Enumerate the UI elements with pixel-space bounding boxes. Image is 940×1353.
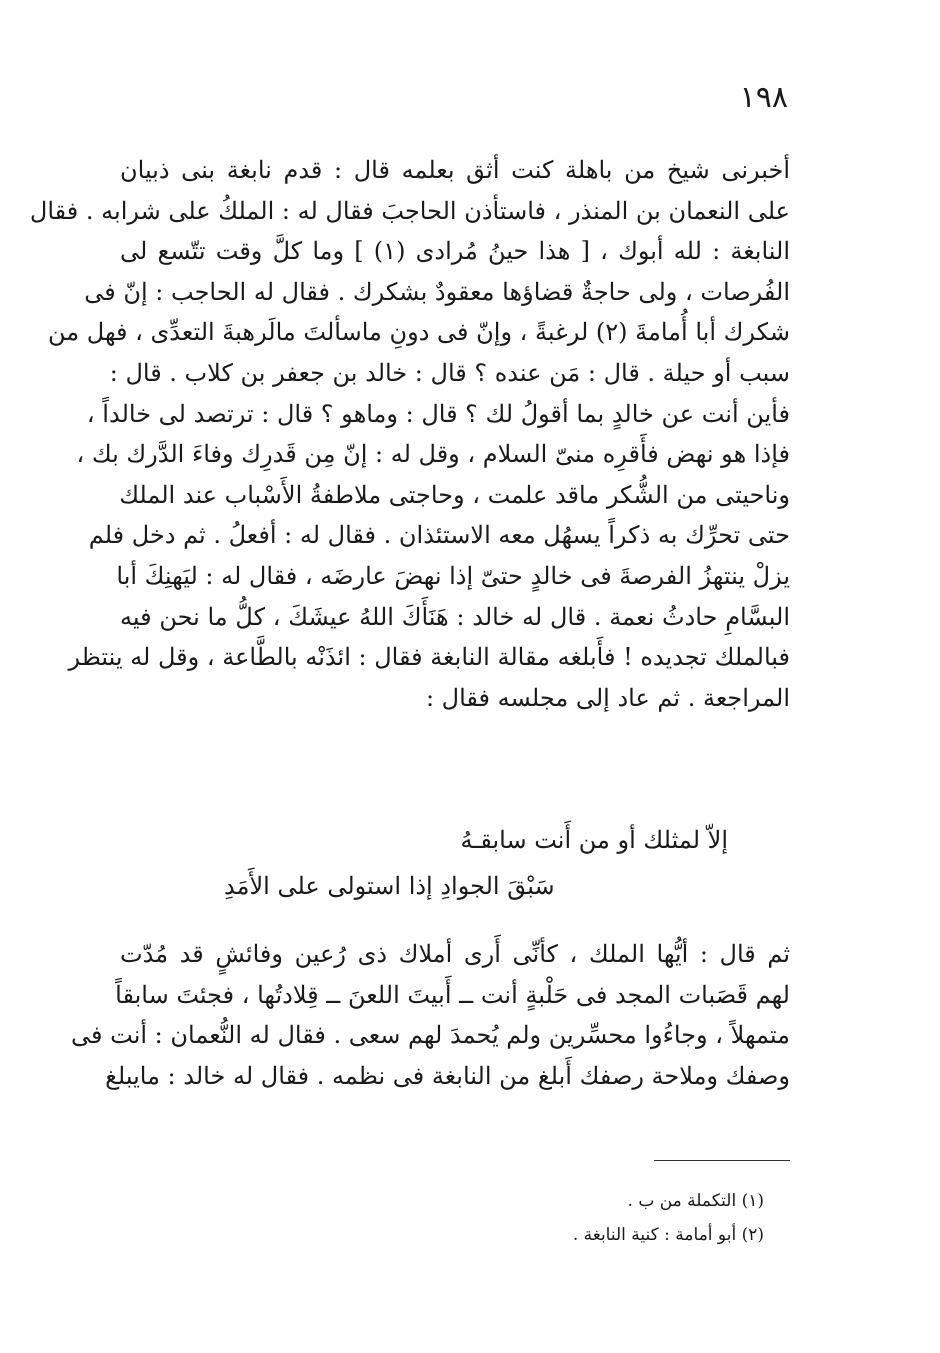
text-line: فبالملك تجديده ! فأَبلغه مقالة النابغة فقال : ائذَنْه بالطَّاعة ، وقل له ينتظر xyxy=(68,643,790,672)
text-line: سبب أو حيلة . قال : مَن عنده ؟ قال : خالد بن جعفر بن كلاب . قال : xyxy=(109,358,790,387)
text-line: وناحيتى من الشُّكر ماقد علمت ، وحاجتى ملاطفةُ الأَسْباب عند الملك xyxy=(119,480,790,509)
text-line: ثم قال : أيُّها الملك ، كأنِّى أَرى أملاك ذى رُعين وفائشٍ قد مُدّت xyxy=(120,940,790,968)
text-line: البسَّامِ حادثُ نعمة . قال له خالد : هَنَأَكَ اللهُ عيشَكَ ، كلُّ ما نحن فيه xyxy=(120,602,790,631)
text-line: حتى تحرِّك به ذكراً يسهُل معه الاستئذان . فقال له : أفعلُ . ثم دخل فلم xyxy=(88,521,790,550)
text-line: متمهلاً ، وجاءُوا محسِّرين ولم يُحمدَ لهم سعى . فقال له النُّعمان : أنت فى xyxy=(71,1021,790,1050)
verse-first-hemistich: إلاّ لمثلك أو من أَنت سابقـهُ xyxy=(460,826,728,854)
text-line: أخبرنى شيخ من باهلة كنت أثق بعلمه قال : قدم نابغة بنى ذبيان xyxy=(120,156,790,184)
text-line: لهم قَصَبات المجد فى حَلْبةٍ أنت ــ أَبيتَ اللعنَ ــ قِلادتُها ، فجئتَ سابقاً xyxy=(115,980,790,1009)
footnote-separator xyxy=(654,1160,790,1161)
footnote: (٢) أبو أمامة : كنية النابغة . xyxy=(572,1225,764,1245)
text-line: شكرك أبا أُمامةَ (٢) لرغبةً ، وإنّ فى دونِ ماسألتَ مالَرهبةَ التعدِّى ، فهل من xyxy=(48,318,790,347)
verse-second-hemistich: سَبْقَ الجوادِ إذا استولى على الأَمَدِ xyxy=(224,872,555,900)
paragraph-1 xyxy=(29,150,790,718)
text-line: فإذا هو نهض فأَقرِه منىّ السلام ، وقل له : إنّ مِن قَدرِك وفاءَ الدَّرك بك ، xyxy=(76,440,790,469)
footnote: (١) التكملة من ب . xyxy=(627,1191,764,1211)
text-line: وصفك وملاحة رصفك أَبلغ من النابغة فى نظمه . فقال له خالد : مايبلغ xyxy=(105,1061,790,1090)
text-line: المراجعة . ثم عاد إلى مجلسه فقال : xyxy=(425,683,790,712)
text-line: فأين أنت عن خالدٍ بما أقولُ لك ؟ قال : وماهو ؟ قال : ترتصد لى خالداً ، xyxy=(86,399,790,428)
text-line: النابغة : لله أبوك ، [ هذا حينُ مُرادى (١) ] وما كلَّ وقت تتّسع لى xyxy=(120,237,790,266)
page-number: ١٩٨ xyxy=(739,80,788,115)
paragraph-2 xyxy=(71,934,790,1096)
footnotes xyxy=(573,1184,764,1252)
text-line: على النعمان بن المنذر ، فاستأذن الحاجبَ فقال له : الملكُ على شرابه . فقال xyxy=(29,196,790,225)
text-line: يزلْ ينتهزُ الفرصةَ فى خالدٍ حتىّ إذا نهضَ عارضَه ، فقال له : ليَهنِكَ أبا xyxy=(116,561,790,590)
text-line: الفُرصات ، ولى حاجةٌ قضاؤها معقودٌ بشكرك . فقال له الحاجب : إنّ فى xyxy=(84,277,790,306)
